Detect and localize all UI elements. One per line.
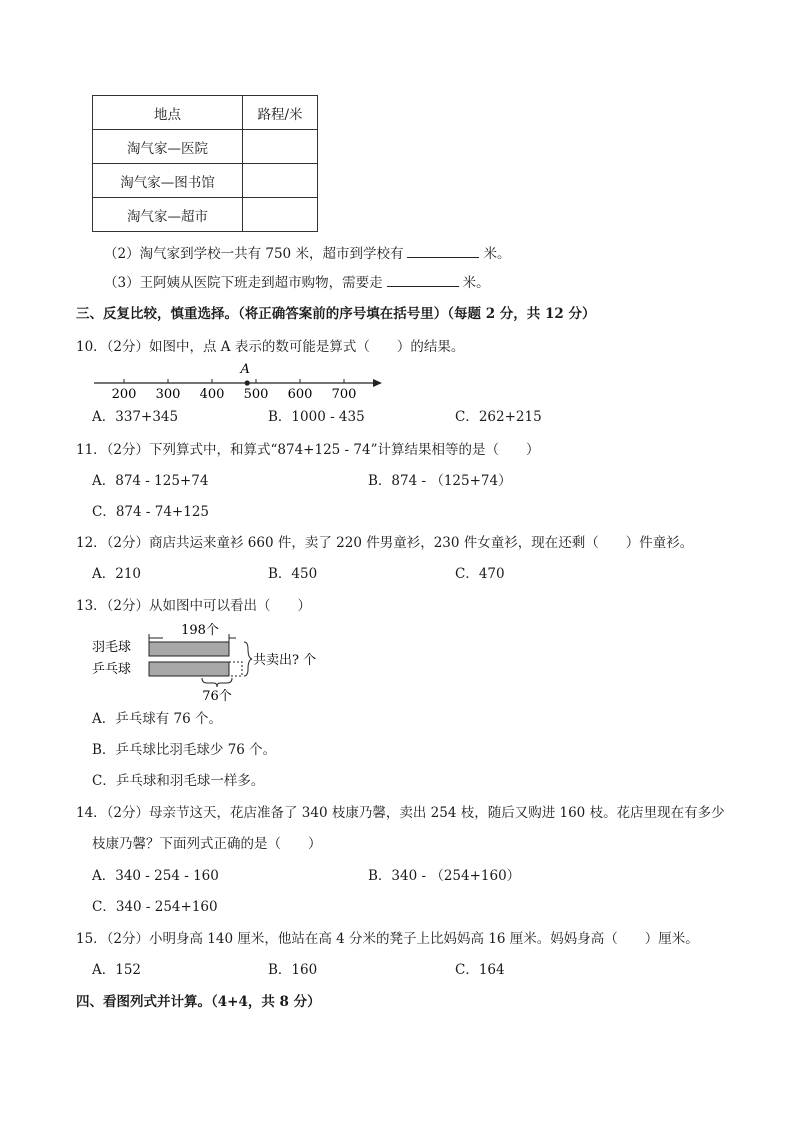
question-11-stem: 11．（2分）下列算式中，和算式“874+125 - 74”计算结果相等的是（ ） <box>76 442 540 458</box>
question-part-2 <box>104 244 510 263</box>
number-line-tick-label: 300 <box>155 387 181 402</box>
table-cell-place: 淘气家—超市 <box>93 198 243 232</box>
pingpong-extra-bar <box>229 662 242 676</box>
question-14-stem: 14．（2分）母亲节这天，花店准备了 340 枝康乃馨，卖出 254 枝，随后又购进 160 枝。花店里现在有多少 <box>76 805 725 821</box>
pingpong-bar <box>149 662 229 676</box>
question-10-stem: 10．（2分）如图中，点 A 表示的数可能是算式（ ）的结果。 <box>76 339 465 355</box>
top-label: 198个 <box>181 623 219 638</box>
option-c[interactable]: C．340 - 254+160 <box>92 899 218 915</box>
section-heading: 四、看图列式并计算。（4+4，共 8 分） <box>76 994 321 1010</box>
option-a[interactable]: A．乒乓球有 76 个。 <box>92 711 223 727</box>
section-heading: 三、反复比较，慎重选择。（将正确答案前的序号填在括号里）（每题 2 分，共 12 分） <box>76 306 596 322</box>
badminton-bar <box>149 642 229 656</box>
number-line-tick-label: 400 <box>199 387 225 402</box>
part-3-text: （3）王阿姨从医院下班走到超市购物，需要走 <box>104 275 383 291</box>
row-label-pingpong: 乒乓球 <box>92 662 132 677</box>
option-a[interactable]: A．210 <box>92 566 142 582</box>
option-c[interactable]: C．乒乓球和羽毛球一样多。 <box>92 773 265 789</box>
table-header-row <box>93 96 318 130</box>
option-c[interactable]: C．164 <box>455 962 505 978</box>
option-c[interactable]: C．470 <box>455 566 505 582</box>
number-line <box>90 360 390 404</box>
table-row <box>93 130 318 164</box>
option-b[interactable]: B．1000 - 435 <box>268 409 365 425</box>
table-row <box>93 198 318 232</box>
number-line-tick-label: 700 <box>331 387 357 402</box>
brace-label: 共卖出? 个 <box>253 653 317 668</box>
option-c[interactable]: C．874 - 74+125 <box>92 504 209 520</box>
bottom-brace <box>202 678 232 687</box>
option-c[interactable]: C．262+215 <box>455 409 542 425</box>
option-b[interactable]: B．乒乓球比羽毛球少 76 个。 <box>92 742 277 758</box>
right-brace <box>244 642 252 676</box>
question-14-stem-cont: 枝康乃馨？下面列式正确的是（ ） <box>92 836 322 852</box>
number-line-tick-label: 500 <box>243 387 269 402</box>
question-part-3 <box>104 273 490 292</box>
bottom-label: 76个 <box>202 689 232 704</box>
table-row <box>93 164 318 198</box>
part-2-text: （2）淘气家到学校一共有 750 米，超市到学校有 <box>104 246 404 262</box>
table-cell-answer[interactable] <box>243 198 318 232</box>
option-b[interactable]: B．340 - （254+160） <box>368 868 521 884</box>
number-line-tick-label: 600 <box>287 387 313 402</box>
option-a[interactable]: A．874 - 125+74 <box>92 473 209 489</box>
option-a[interactable]: A．340 - 254 - 160 <box>92 868 219 884</box>
row-label-badminton: 羽毛球 <box>92 640 132 655</box>
table-cell-answer[interactable] <box>243 130 318 164</box>
table-cell-place: 淘气家—图书馆 <box>93 164 243 198</box>
question-13-stem: 13．（2分）从如图中可以看出（ ） <box>76 598 312 614</box>
answer-blank[interactable] <box>387 273 459 287</box>
answer-blank[interactable] <box>407 244 479 258</box>
part-2-unit: 米。 <box>483 246 511 262</box>
question-12-stem: 12．（2分）商店共运来童衫 660 件，卖了 220 件男童衫，230 件女童衫，现在还剩（ ）件童衫。 <box>76 535 694 551</box>
option-b[interactable]: B．160 <box>268 962 318 978</box>
option-b[interactable]: B．450 <box>268 566 318 582</box>
number-line-tick-label: 200 <box>111 387 137 402</box>
option-a[interactable]: A．152 <box>92 962 142 978</box>
arrow-icon <box>373 379 382 387</box>
point-a-label: A <box>240 362 250 377</box>
part-3-unit: 米。 <box>462 275 490 291</box>
option-b[interactable]: B．874 - （125+74） <box>368 473 512 489</box>
table-header-distance: 路程/米 <box>243 96 318 130</box>
table-header-place: 地点 <box>93 96 243 130</box>
table-cell-answer[interactable] <box>243 164 318 198</box>
distance-table <box>92 95 318 232</box>
option-a[interactable]: A．337+345 <box>92 409 179 425</box>
question-15-stem: 15．（2分）小明身高 140 厘米，他站在高 4 分米的凳子上比妈妈高 16 厘米。妈妈身高（ ）厘米。 <box>76 931 699 947</box>
point-a <box>245 380 250 385</box>
table-cell-place: 淘气家—医院 <box>93 130 243 164</box>
bar-figure <box>90 620 330 706</box>
